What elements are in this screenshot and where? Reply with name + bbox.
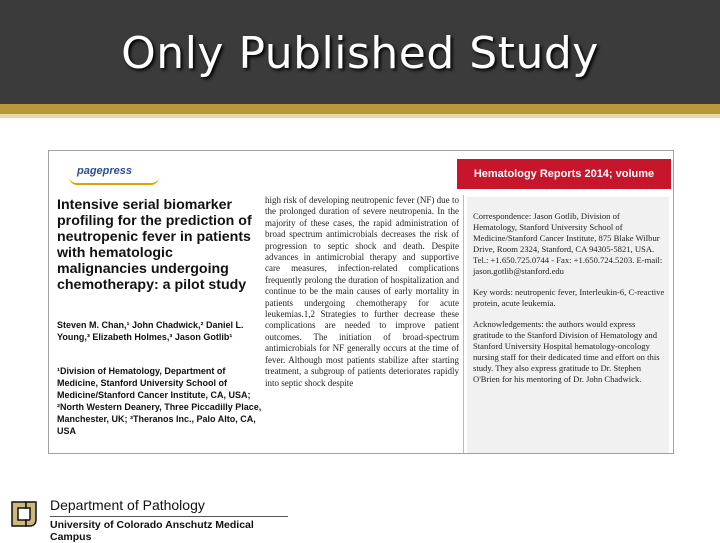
logo-swoosh-icon [69,177,159,185]
slide-title: Only Published Study [121,28,599,79]
pagepress-logo-text: pagepress [77,165,133,177]
correspondence: Correspondence: Jason Gotlib, Division of Hematology, Stanford University School of Medicine/Stanford Cancer Institute, 875 Blake Wilbur Drive, Room 2324, Stanford, CA 94305-5821, USA. Tel.: +1.650.725.0744 - Fax: +1.650.724.5203. E-mail: jason.gotlib@stanford.edu [473,211,663,276]
campus-name: University of Colorado Anschutz Medical Campus [50,519,254,543]
pagepress-logo [61,161,171,187]
paper-screenshot [48,150,674,454]
column-divider [463,195,464,453]
footer-rule [50,516,288,517]
department-name: Department of Pathology [50,497,205,513]
accent-line-light [0,114,720,118]
slide-title-bar [0,0,720,104]
article-affiliations: ¹Division of Hematology, Department of Medicine, Stanford University School of Medicine/Stanford Cancer Institute, CA, USA; ²North Western Deanery, Three Piccadilly Place, Manchester, UK; ³Theranos Inc., Palo Alto, CA, USA [57,366,262,436]
accent-line [0,104,720,114]
cu-logo-icon [8,496,40,528]
keywords: Key words: neutropenic fever, Interleukin-6, C-reactive protein, acute leukemia. [473,287,665,308]
acknowledgements: Acknowledgements: the authors would express gratitude to the Stanford Division of Hematology and Stanford University Hospital hematology-oncology nursing staff for their dedicated time and effort on this study. They also express gratitude to Dr. Stephen O'Brien for his mentoring of Dr. John Chadwick. [473,319,660,384]
footer-branding [8,492,298,543]
article-authors: Steven M. Chan,¹ John Chadwick,² Daniel L. Young,³ Elizabeth Holmes,³ Jason Gotlib¹ [57,320,244,342]
article-body-column: high risk of developing neutropenic fever (NF) due to the prolonged duration of severe neutropenia. In the majority of these cases, the rapid administration of broad spectrum antimicrobials decreases the risk of progression to septic shock and death. Despite advances in antimicrobial therapy and supportive care measures, infection-related complications frequently prolong the duration of hospitalization and continue to be the main causes of early mortality in patients undergoing chemotherapy for acute leukemias.1,2 Strategies to further decrease these complications are needed to improve patient outcomes. The initiation of broad-spectrum antimicrobials for NF generally occurs at the time of fever. Although most patients stabilize after starting treatment, a subgroup of patients deteriorates rapidly into septic shock despite [265,195,459,388]
journal-reference: Hematology Reports 2014; volume [457,159,671,189]
article-title: Intensive serial biomarker profiling for the prediction of neutropenic fever in patients with hematologic malignancies undergoing chemotherapy: a pilot study [57,197,252,293]
article-sidebar-column [473,211,665,395]
